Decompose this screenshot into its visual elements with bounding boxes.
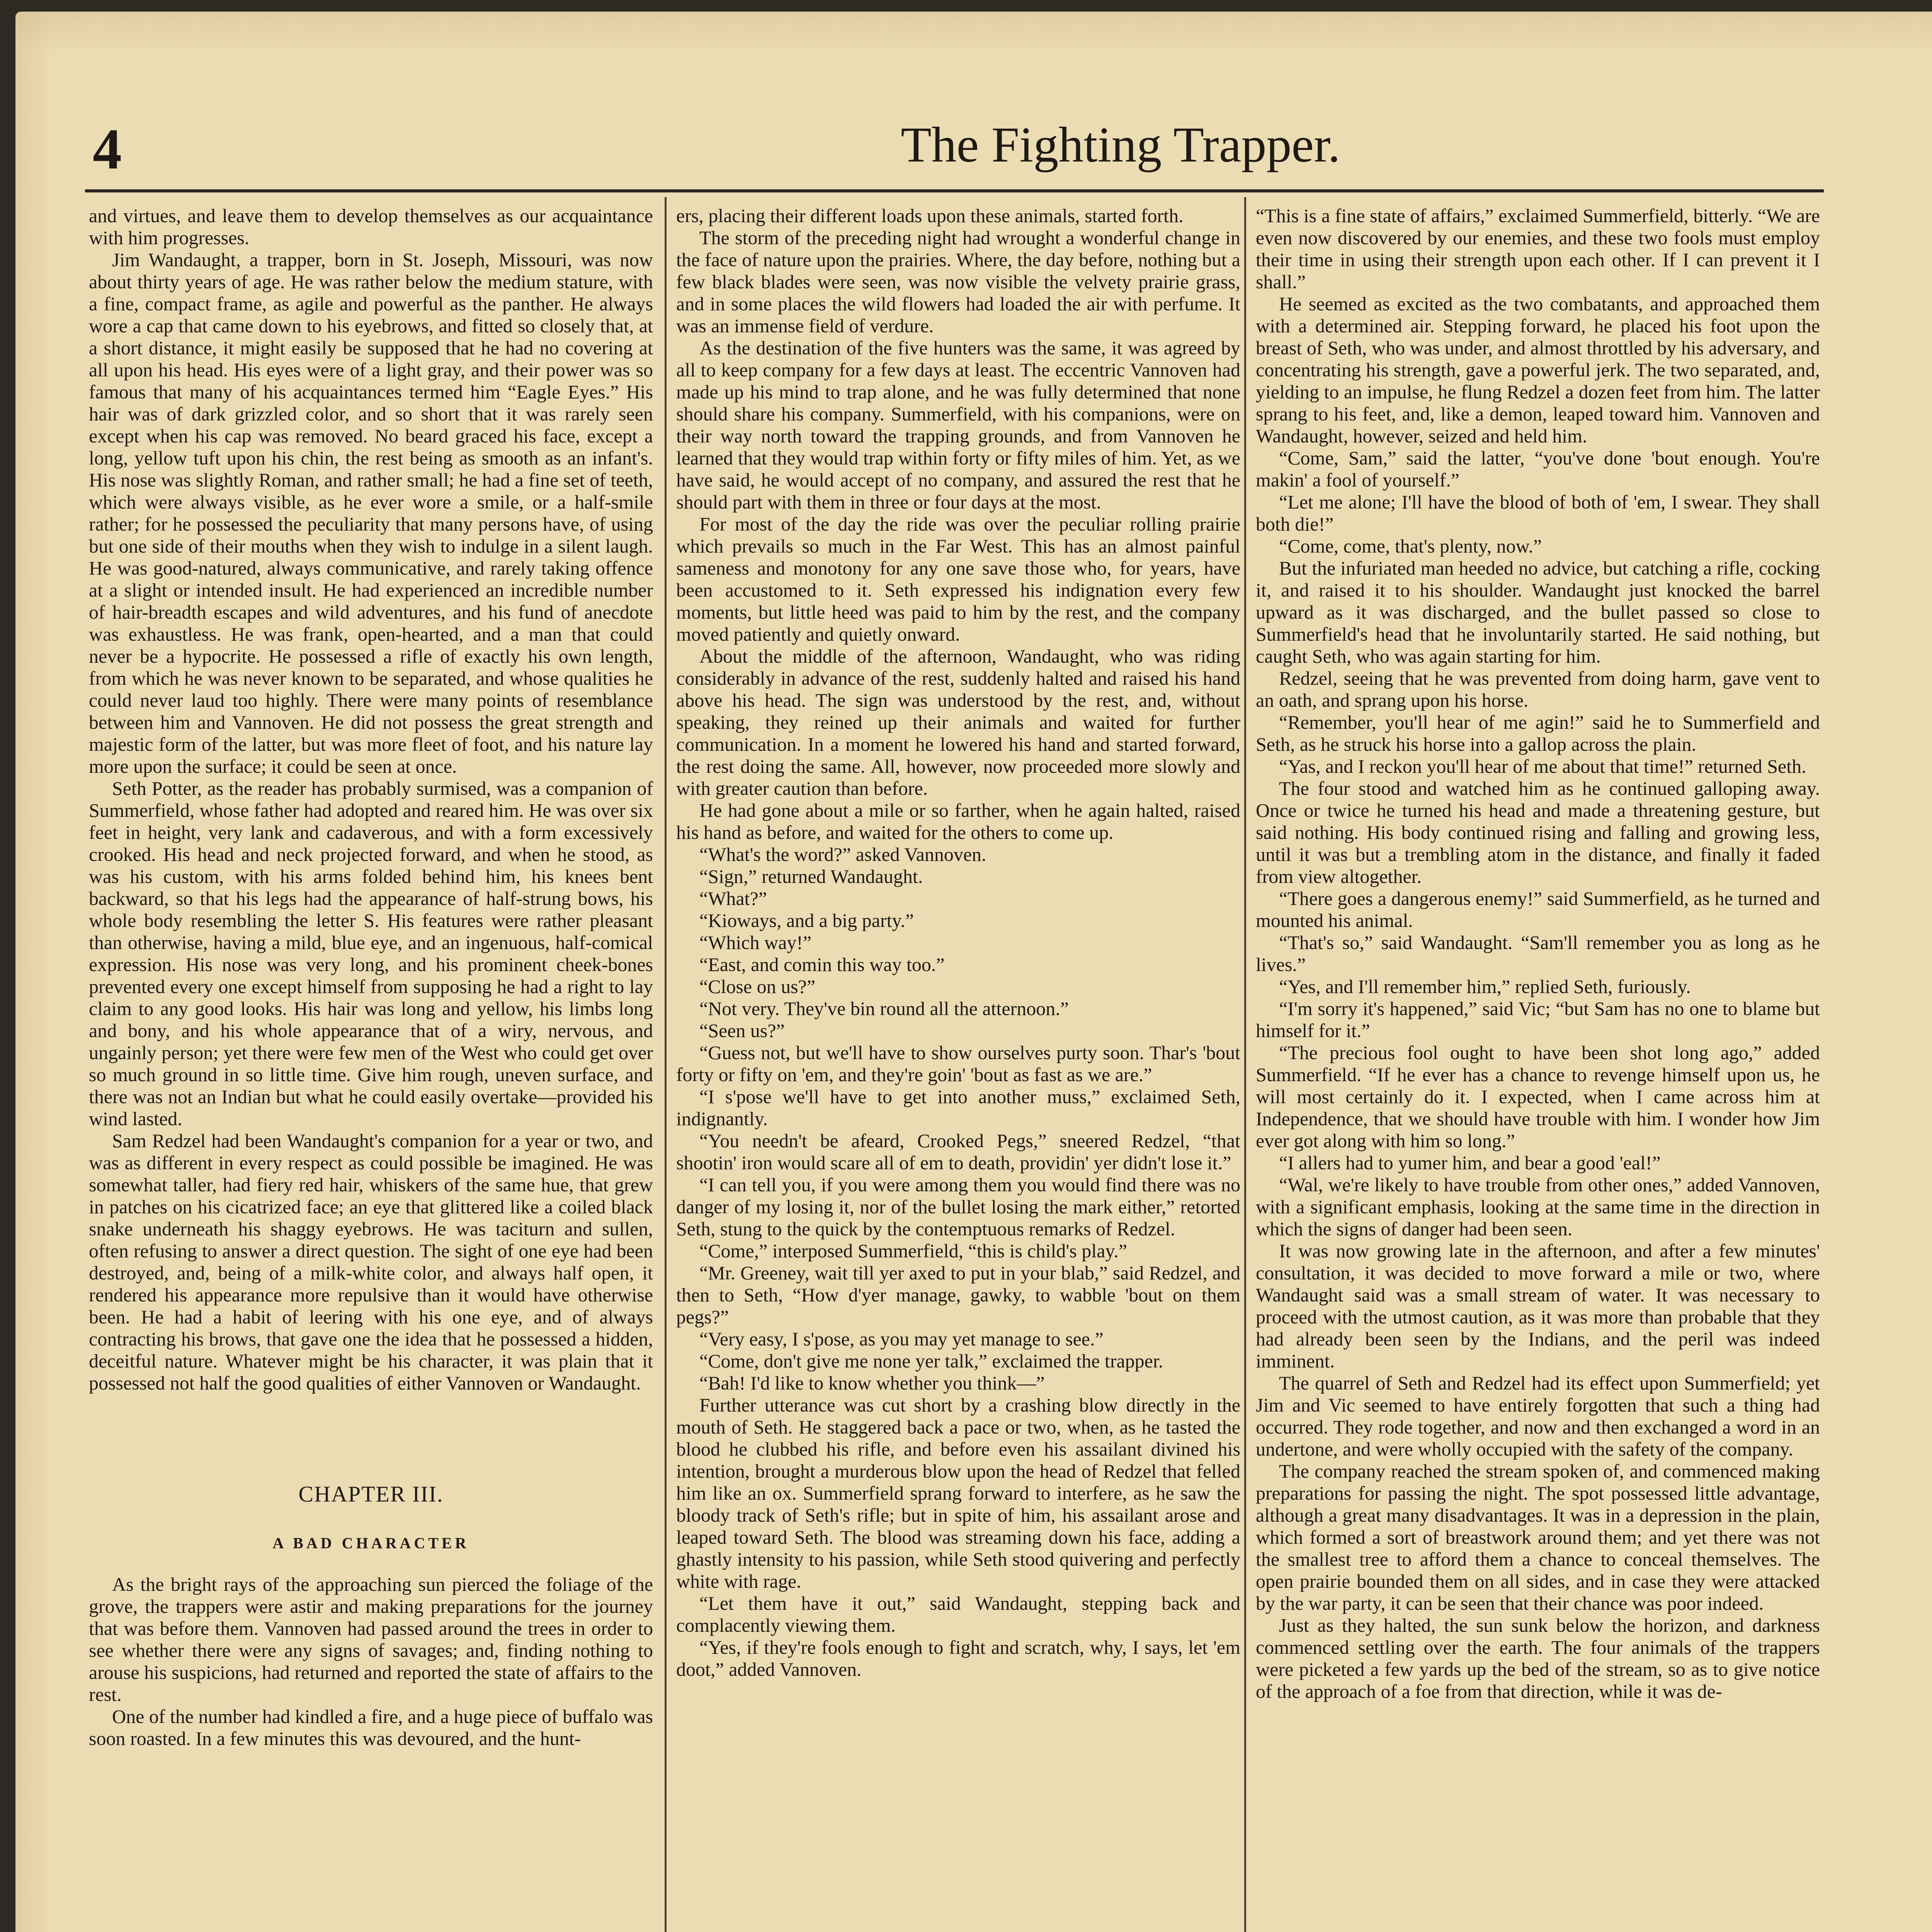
paragraph: “What's the word?” asked Vannoven. (699, 844, 986, 865)
paragraph: “Let them have it out,” said Wandaught, stepping back and complacently viewing them. (676, 1592, 1240, 1636)
paragraph: “Bah! I'd like to know whether you think—” (699, 1372, 1045, 1394)
paragraph: “Let me alone; I'll have the blood of both of 'em, I swear. They shall both die!” (1256, 491, 1820, 535)
paragraph: “The precious fool ought to have been shot long ago,” added Summerfield. “If he ever has a chance to revenge himself upon us, he will most certainly do it. I expected, when I came across him at Independence, that we should have trouble with him. I wonder how Jim ever got along with him so long.” (1256, 1042, 1820, 1151)
chapter-subtitle: A BAD CHARACTER (272, 1534, 469, 1552)
text-column-1 (89, 205, 653, 1932)
paragraph: Sam Redzel had been Wandaught's companion for a year or two, and was as different in every respect as could possible be imagined. He was somewhat taller, had fiery red hair, whiskers of the same hue, that grew in patches on his cicatrized face; an eye that glittered like a coiled black snake underneath his shaggy eyebrows. He was taciturn and sullen, often refusing to answer a direct question. The sight of one eye had been destroyed, and, being of a milk-white color, and always half open, it rendered his appearance more repulsive than it would have otherwise been. He had a habit of leering with his one eye, and of always contracting his brows, that gave one the idea that he possessed a hidden, deceitful nature. Whatever might be his character, it was plain that it possessed not half the good qualities of either Vannoven or Wandaught. (89, 1130, 653, 1394)
magazine-page (15, 12, 1932, 1932)
paragraph: “Come, don't give me none yer talk,” exclaimed the trapper. (699, 1350, 1163, 1372)
paragraph: “Yes, if they're fools enough to fight and scratch, why, I says, let 'em doot,” added Vannoven. (676, 1636, 1240, 1680)
paragraph: The storm of the preceding night had wrought a wonderful change in the face of nature upon the prairies. Where, the day before, nothing but a few black blades were seen, was now visible the velvety prairie grass, and in some places the wild flowers had loaded the air with perfume. It was an immense field of verdure. (676, 227, 1240, 337)
paragraph: “Kioways, and a big party.” (699, 910, 914, 931)
paragraph: “Mr. Greeney, wait till yer axed to put in your blab,” said Redzel, and then to Seth, “How d'yer manage, gawky, to wabble 'bout on them pegs?” (676, 1262, 1240, 1328)
paragraph: “Come, come, that's plenty, now.” (1279, 535, 1542, 557)
text-column-3 (1256, 205, 1820, 1932)
paragraph: “Close on us?” (699, 976, 815, 997)
paragraph: “Very easy, I s'pose, as you may yet manage to see.” (699, 1328, 1104, 1350)
paragraph: For most of the day the ride was over the peculiar rolling prairie which prevails so much in the Far West. This has an almost painful sameness and monotony for any one save those who, for years, have been accustomed to it. Seth expressed his indignation every few moments, but little heed was paid to him by the rest, and the company moved patiently and quietly onward. (676, 513, 1240, 645)
column-divider (1244, 197, 1246, 1932)
paragraph: “Guess not, but we'll have to show ourselves purty soon. Thar's 'bout forty or fifty on 'em, and they're goin' 'bout as fast as we are.” (676, 1042, 1240, 1085)
paragraph: About the middle of the afternoon, Wandaught, who was riding considerably in advance of the rest, suddenly halted and raised his hand above his head. The sign was understood by the rest, and, without speaking, they reined up their animals and waited for further communication. In a moment he lowered his hand and started forward, the rest doing the same. All, however, now proceeded more slowly and with greater caution than before. (676, 645, 1240, 799)
paragraph: “I can tell you, if you were among them you would find there was no danger of my losing it, nor of the bullet losing the mark either,” retorted Seth, stung to the quick by the contemptuous remarks of Redzel. (676, 1174, 1240, 1240)
paragraph: “Sign,” returned Wandaught. (699, 866, 923, 887)
paragraph: “Yas, and I reckon you'll hear of me about that time!” returned Seth. (1279, 755, 1806, 777)
paragraph: Redzel, seeing that he was prevented from doing harm, gave vent to an oath, and sprang upon his horse. (1256, 667, 1820, 711)
paragraph: Seth Potter, as the reader has probably surmised, was a companion of Summerfield, whose father had adopted and reared him. He was over six feet in height, very lank and cadaverous, and with a form excessively crooked. His head and neck projected forward, and when he stood, as was his custom, with his arms folded behind him, his knees bent backward, so that his legs had the appearance of half-strung bows, his whole body resembling the letter S. His features were rather pleasant than otherwise, having a mild, blue eye, and an ingenuous, half-comical expression. His nose was very long, and his prominent cheek-bones prevented every one except himself from supposing he had a right to lay claim to any good looks. His hair was long and yellow, his limbs long and bony, and his whole appearance that of a wiry, nervous, and ungainly person; yet there were few men of the West who could get over so much ground in so little time. Give him rough, uneven surface, and there was not an Indian but what he could easily overtake—provided his wind lasted. (89, 777, 653, 1129)
paragraph: “I allers had to yumer him, and bear a good 'eal!” (1279, 1152, 1661, 1173)
paragraph: The four stood and watched him as he continued galloping away. Once or twice he turned his head and made a threatening gesture, but said nothing. His body continued rising and falling and growing less, until it was but a trembling atom in the distance, and finally it faded from view altogether. (1256, 777, 1820, 887)
paragraph: “That's so,” said Wandaught. “Sam'll remember you as long as he lives.” (1256, 932, 1820, 975)
paragraph: “Remember, you'll hear of me agin!” said he to Summerfield and Seth, as he struck his horse into a gallop across the plain. (1256, 711, 1820, 755)
paragraph: “Come, Sam,” said the latter, “you've done 'bout enough. You're makin' a fool of yourself.” (1256, 447, 1820, 491)
page-number: 4 (93, 117, 122, 181)
paragraph: “Yes, and I'll remember him,” replied Seth, furiously. (1279, 976, 1691, 997)
header-rule (85, 189, 1824, 192)
paragraph: “Wal, we're likely to have trouble from other ones,” added Vannoven, with a significant emphasis, looking at the same time in the direction in which the signs of danger had been seen. (1256, 1174, 1820, 1240)
paragraph: One of the number had kindled a fire, and a huge piece of buffalo was soon roasted. In a few minutes this was devoured, and the hunt- (89, 1706, 653, 1749)
paragraph: “This is a fine state of affairs,” exclaimed Summerfield, bitterly. “We are even now discovered by our enemies, and these two fools must employ their time in using their strength upon each other. If I can prevent it I shall.” (1256, 205, 1820, 293)
paragraph: “I s'pose we'll have to get into another muss,” exclaimed Seth, indignantly. (676, 1086, 1240, 1129)
paragraph: “Seen us?” (699, 1020, 785, 1041)
paragraph: He had gone about a mile or so farther, when he again halted, raised his hand as before, and waited for the others to come up. (676, 799, 1240, 843)
paragraph: ers, placing their different loads upon these animals, started forth. (676, 205, 1184, 226)
paragraph: “Not very. They've bin round all the atternoon.” (699, 998, 1069, 1019)
paragraph: “I'm sorry it's happened,” said Vic; “but Sam has no one to blame but himself for it.” (1256, 998, 1820, 1041)
paragraph: It was now growing late in the afternoon, and after a few minutes' consultation, it was decided to move forward a mile or two, where Wandaught said was a small stream of water. It was necessary to proceed with the utmost caution, as it was more than probable that they had already been seen by the Indians, and the peril was indeed imminent. (1256, 1240, 1820, 1372)
paragraph: But the infuriated man heeded no advice, but catching a rifle, cocking it, and raised it to his shoulder. Wandaught just knocked the barrel upward as it was discharged, and the bullet passed so close to Summerfield's head that he involuntarily started. He said nothing, but caught Seth, who was again starting for him. (1256, 557, 1820, 667)
paragraph: The company reached the stream spoken of, and commenced making preparations for passing the night. The spot possessed little advantage, although a great many disadvantages. It was in a depression in the plain, which formed a sort of breastwork around them; and yet there was not the smallest tree to afford them a chance to conceal themselves. The open prairie bounded them on all sides, and in case they were attacked by the war party, it can be seen that their chance was poor indeed. (1256, 1460, 1820, 1614)
paragraph: “What?” (699, 888, 767, 909)
text-column-2 (676, 205, 1240, 1932)
paragraph: Jim Wandaught, a trapper, born in St. Joseph, Missouri, was now about thirty years of age. He was rather below the medium stature, with a fine, compact frame, as agile and powerful as the panther. He always wore a cap that came down to his eyebrows, and fitted so closely that, at a short distance, it might easily be supposed that he had no covering at all upon his head. His eyes were of a light gray, and their power was so famous that many of his acquaintances termed him “Eagle Eyes.” His hair was of dark grizzled color, and so short that it was rarely seen except when his cap was removed. No beard graced his face, except a long, yellow tuft upon his chin, the rest being as smooth as an infant's. His nose was slightly Roman, and rather small; he had a fine set of teeth, which were always visible, as he ever wore a smile, or a half-smile rather; for he possessed the peculiarity that many persons have, of using but one side of their mouths when they wish to indulge in a silent laugh. He was good-natured, always communicative, and rarely taking offence at a slight or intended insult. He had experienced an incredible number of hair-breadth escapes and wild adventures, and his fund of anecdote was exhaustless. He was frank, open-hearted, and a man that could never be a hypocrite. He possessed a rifle of exactly his own length, from which he was never known to be separated, and whose qualities he could never laud too highly. There were many points of resemblance between him and Vannoven. He did not possess the great strength and majestic form of the latter, but was more fleet of foot, and his nature lay more upon the surface; it could be seen at once. (89, 249, 653, 777)
paragraph: “Come,” interposed Summerfield, “this is child's play.” (699, 1240, 1127, 1262)
paragraph: Just as they halted, the sun sunk below the horizon, and darkness commenced settling over the earth. The four animals of the trappers were picketed a few yards up the bed of the stream, so as to give notice of the approach of a foe from that direction, while it was de- (1256, 1614, 1820, 1702)
paragraph: “You needn't be afeard, Crooked Pegs,” sneered Redzel, “that shootin' iron would scare all of em to death, providin' yer didn't lose it.” (676, 1130, 1240, 1173)
paragraph: “Which way!” (699, 932, 812, 953)
running-title: The Fighting Trapper. (901, 117, 1340, 173)
paragraph: “There goes a dangerous enemy!” said Summerfield, as he turned and mounted his animal. (1256, 888, 1820, 931)
paragraph: As the destination of the five hunters was the same, it was agreed by all to keep company for a few days at least. The eccentric Vannoven had made up his mind to trap alone, and he was fully determined that none should share his company. Summerfield, with his companions, were on their way north toward the trapping grounds, and from Vannoven he learned that they would trap within forty or fifty miles of him. Yet, as we have said, he would accept of no company, and assured the rest that he should part with them in three or four days at the most. (676, 337, 1240, 513)
paragraph: “East, and comin this way too.” (699, 954, 945, 975)
paragraph: and virtues, and leave them to develop themselves as our acquaintance with him progresses. (89, 205, 653, 248)
chapter-title: CHAPTER III. (298, 1481, 444, 1507)
paragraph: He seemed as excited as the two combatants, and approached them with a determined air. Stepping forward, he placed his foot upon the breast of Seth, who was under, and almost throttled by his adversary, and concentrating his strength, gave a powerful jerk. The two separated, and, yielding to an impulse, he flung Redzel a dozen feet from him. The latter sprang to his feet, and, like a demon, leaped toward him. Vannoven and Wandaught, however, seized and held him. (1256, 293, 1820, 447)
paragraph: The quarrel of Seth and Redzel had its effect upon Summerfield; yet Jim and Vic seemed to have entirely forgotten that such a thing had occurred. They rode together, and now and then exchanged a word in an undertone, and were wholly occupied with the safety of the company. (1256, 1372, 1820, 1460)
paragraph: Further utterance was cut short by a crashing blow directly in the mouth of Seth. He staggered back a pace or two, when, as he tasted the blood he clubbed his rifle, and before even his assailant divined his intention, brought a murderous blow upon the head of Redzel that felled him like an ox. Summerfield sprang forward to interfere, as he saw the bloody track of Seth's rifle; but in spite of him, his assailant arose and leaped toward Seth. The blood was streaming down his face, adding a ghastly intensity to his passion, while Seth stood quivering and perfectly white with rage. (676, 1394, 1240, 1592)
paragraph: As the bright rays of the approaching sun pierced the foliage of the grove, the trappers were astir and making preparations for the journey that was before them. Vannoven had passed around the trees in order to see whether there were any signs of savages; and, finding nothing to arouse his suspicions, had returned and reported the state of affairs to the rest. (89, 1573, 653, 1705)
column-divider (665, 197, 667, 1932)
